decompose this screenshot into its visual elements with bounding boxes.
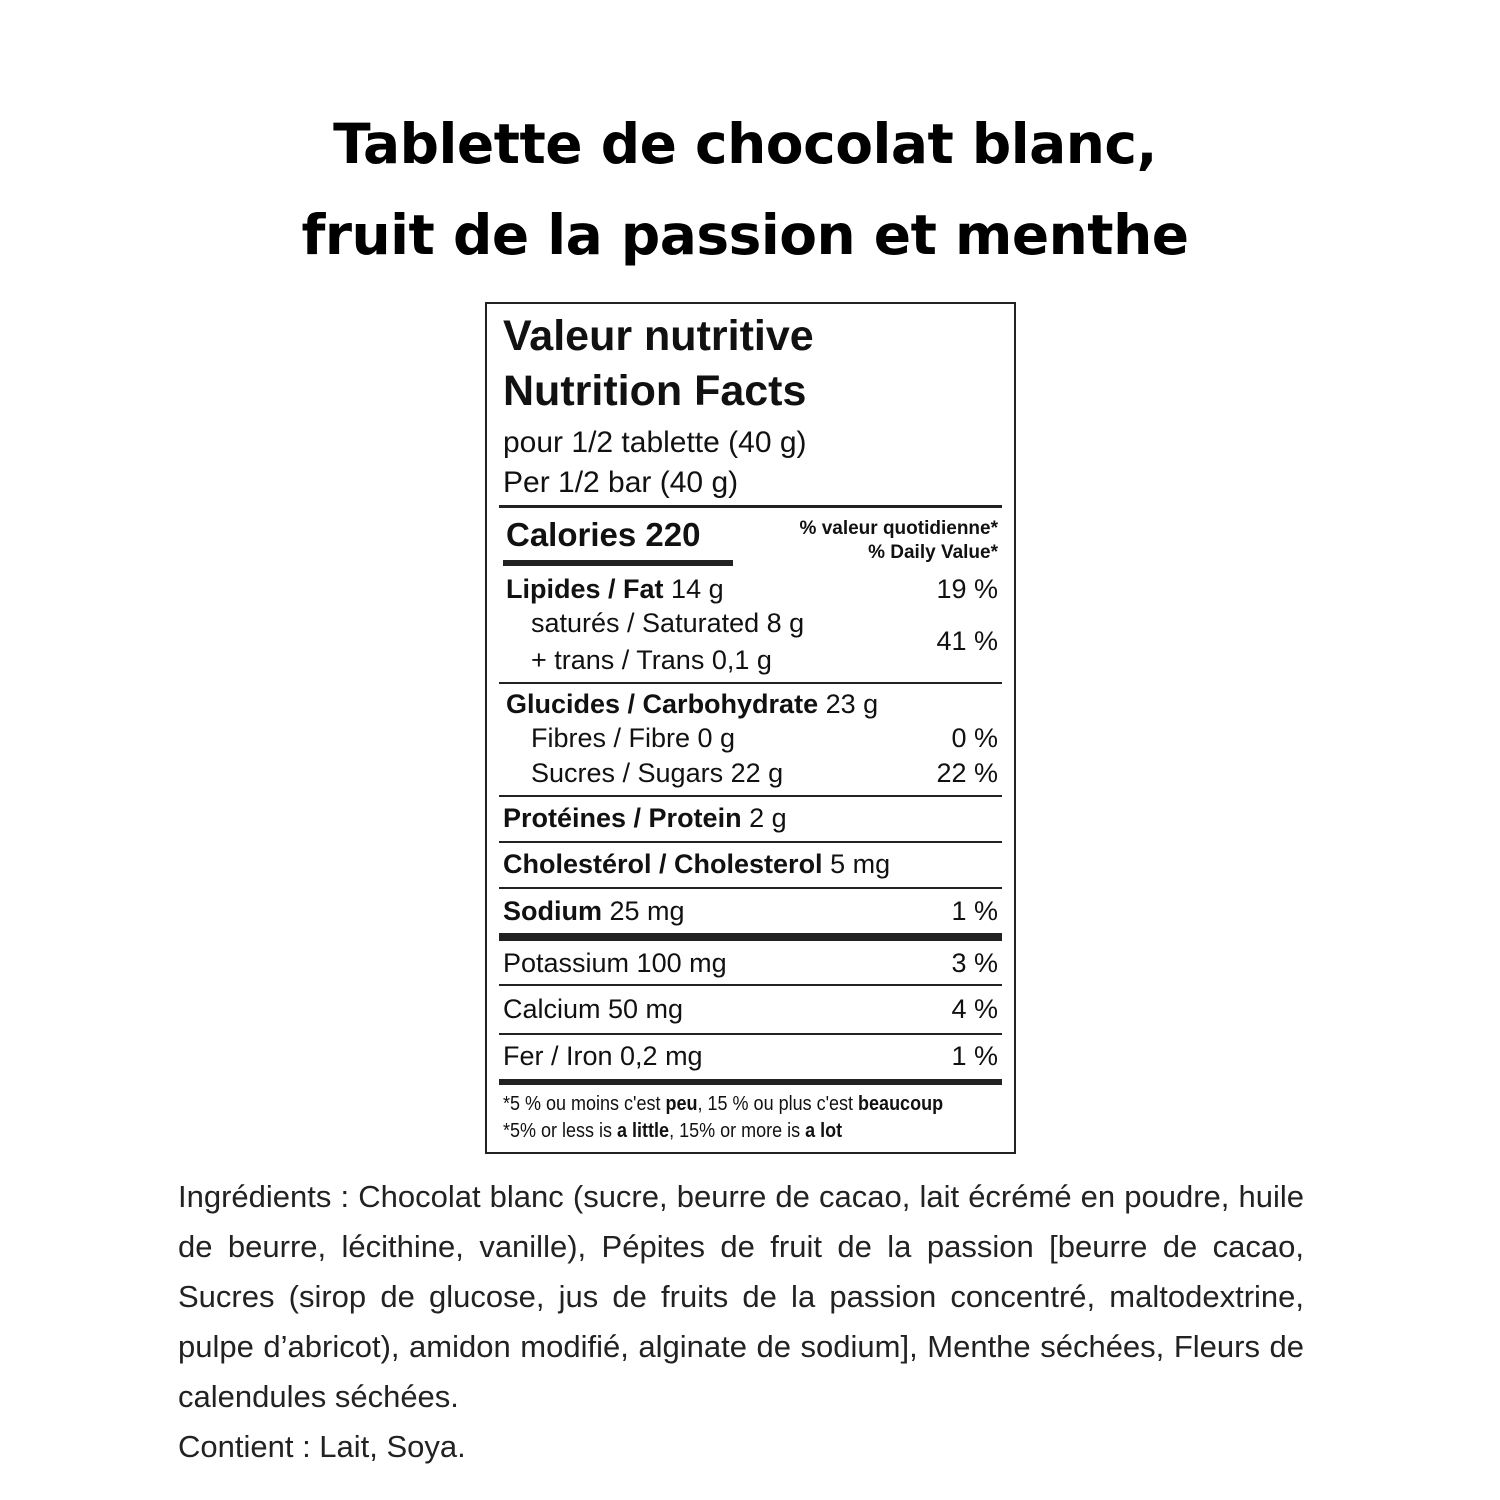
calcium-row: Calcium 50 mg (503, 994, 684, 1024)
saturated-trans-dv: 41 % (936, 626, 998, 656)
calories: Calories 220 (506, 516, 701, 553)
iron-dv: 1 % (951, 1041, 998, 1071)
ingredients-text: Ingrédients : Chocolat blanc (sucre, beurre de cacao, lait écrémé en poudre, huile de beurre, lécithine, vanille), Pépites de fruit de la passion [beurre de cacao, Sucres (sirop de glucose, jus de fruits de la passion concentré, maltodextrine, pulpe d’abricot), amidon modifié, alginate de sodium], Menthe séchées, Fleurs de calendules séchées. (178, 1179, 1304, 1414)
thick-divider (499, 933, 1002, 941)
fibre-row: Fibres / Fibre 0 g (531, 723, 736, 753)
protein-row: Protéines / Protein 2 g (503, 803, 787, 833)
divider (499, 984, 1002, 986)
footnote-fr: *5 % ou moins c'est peu, 15 % ou plus c'est beaucoup (503, 1093, 944, 1115)
calcium-dv: 4 % (951, 994, 998, 1024)
fibre-dv: 0 % (951, 723, 998, 753)
heading-en: Nutrition Facts (503, 367, 807, 415)
allergens-text: Contient : Lait, Soya. (178, 1429, 466, 1464)
iron-row: Fer / Iron 0,2 mg (503, 1041, 703, 1071)
potassium-row: Potassium 100 mg (503, 948, 727, 978)
sodium-row: Sodium 25 mg (503, 896, 685, 926)
divider (499, 1033, 1002, 1035)
potassium-dv: 3 % (951, 948, 998, 978)
divider (499, 682, 1002, 684)
divider (499, 887, 1002, 889)
sugars-row: Sucres / Sugars 22 g (531, 758, 784, 788)
divider (499, 841, 1002, 843)
product-title-line-2: fruit de la passion et menthe (301, 203, 1189, 267)
thick-divider (499, 1079, 1002, 1085)
nutrition-facts-table (485, 302, 1016, 1154)
serving-fr: pour 1/2 tablette (40 g) (503, 426, 807, 459)
fat-dv: 19 % (936, 574, 998, 604)
serving-en: Per 1/2 bar (40 g) (503, 466, 739, 499)
daily-value-header-fr: % valeur quotidienne* (799, 518, 998, 539)
divider (499, 795, 1002, 797)
saturated-row: saturés / Saturated 8 g (531, 608, 805, 638)
sodium-dv: 1 % (951, 896, 998, 926)
daily-value-header-en: % Daily Value* (868, 542, 998, 563)
heading-fr: Valeur nutritive (503, 312, 814, 360)
calories-underline (503, 560, 733, 566)
fat-row: Lipides / Fat 14 g (506, 574, 724, 604)
trans-row: + trans / Trans 0,1 g (531, 645, 772, 675)
sugars-dv: 22 % (936, 758, 998, 788)
carbohydrate-row: Glucides / Carbohydrate 23 g (506, 689, 879, 719)
cholesterol-row: Cholestérol / Cholesterol 5 mg (503, 849, 891, 879)
product-title-line-1: Tablette de chocolat blanc, (333, 112, 1157, 176)
divider (499, 505, 1002, 508)
ingredients-block (178, 1172, 1304, 1472)
footnote-en: *5% or less is a little, 15% or more is a lot (503, 1120, 843, 1142)
